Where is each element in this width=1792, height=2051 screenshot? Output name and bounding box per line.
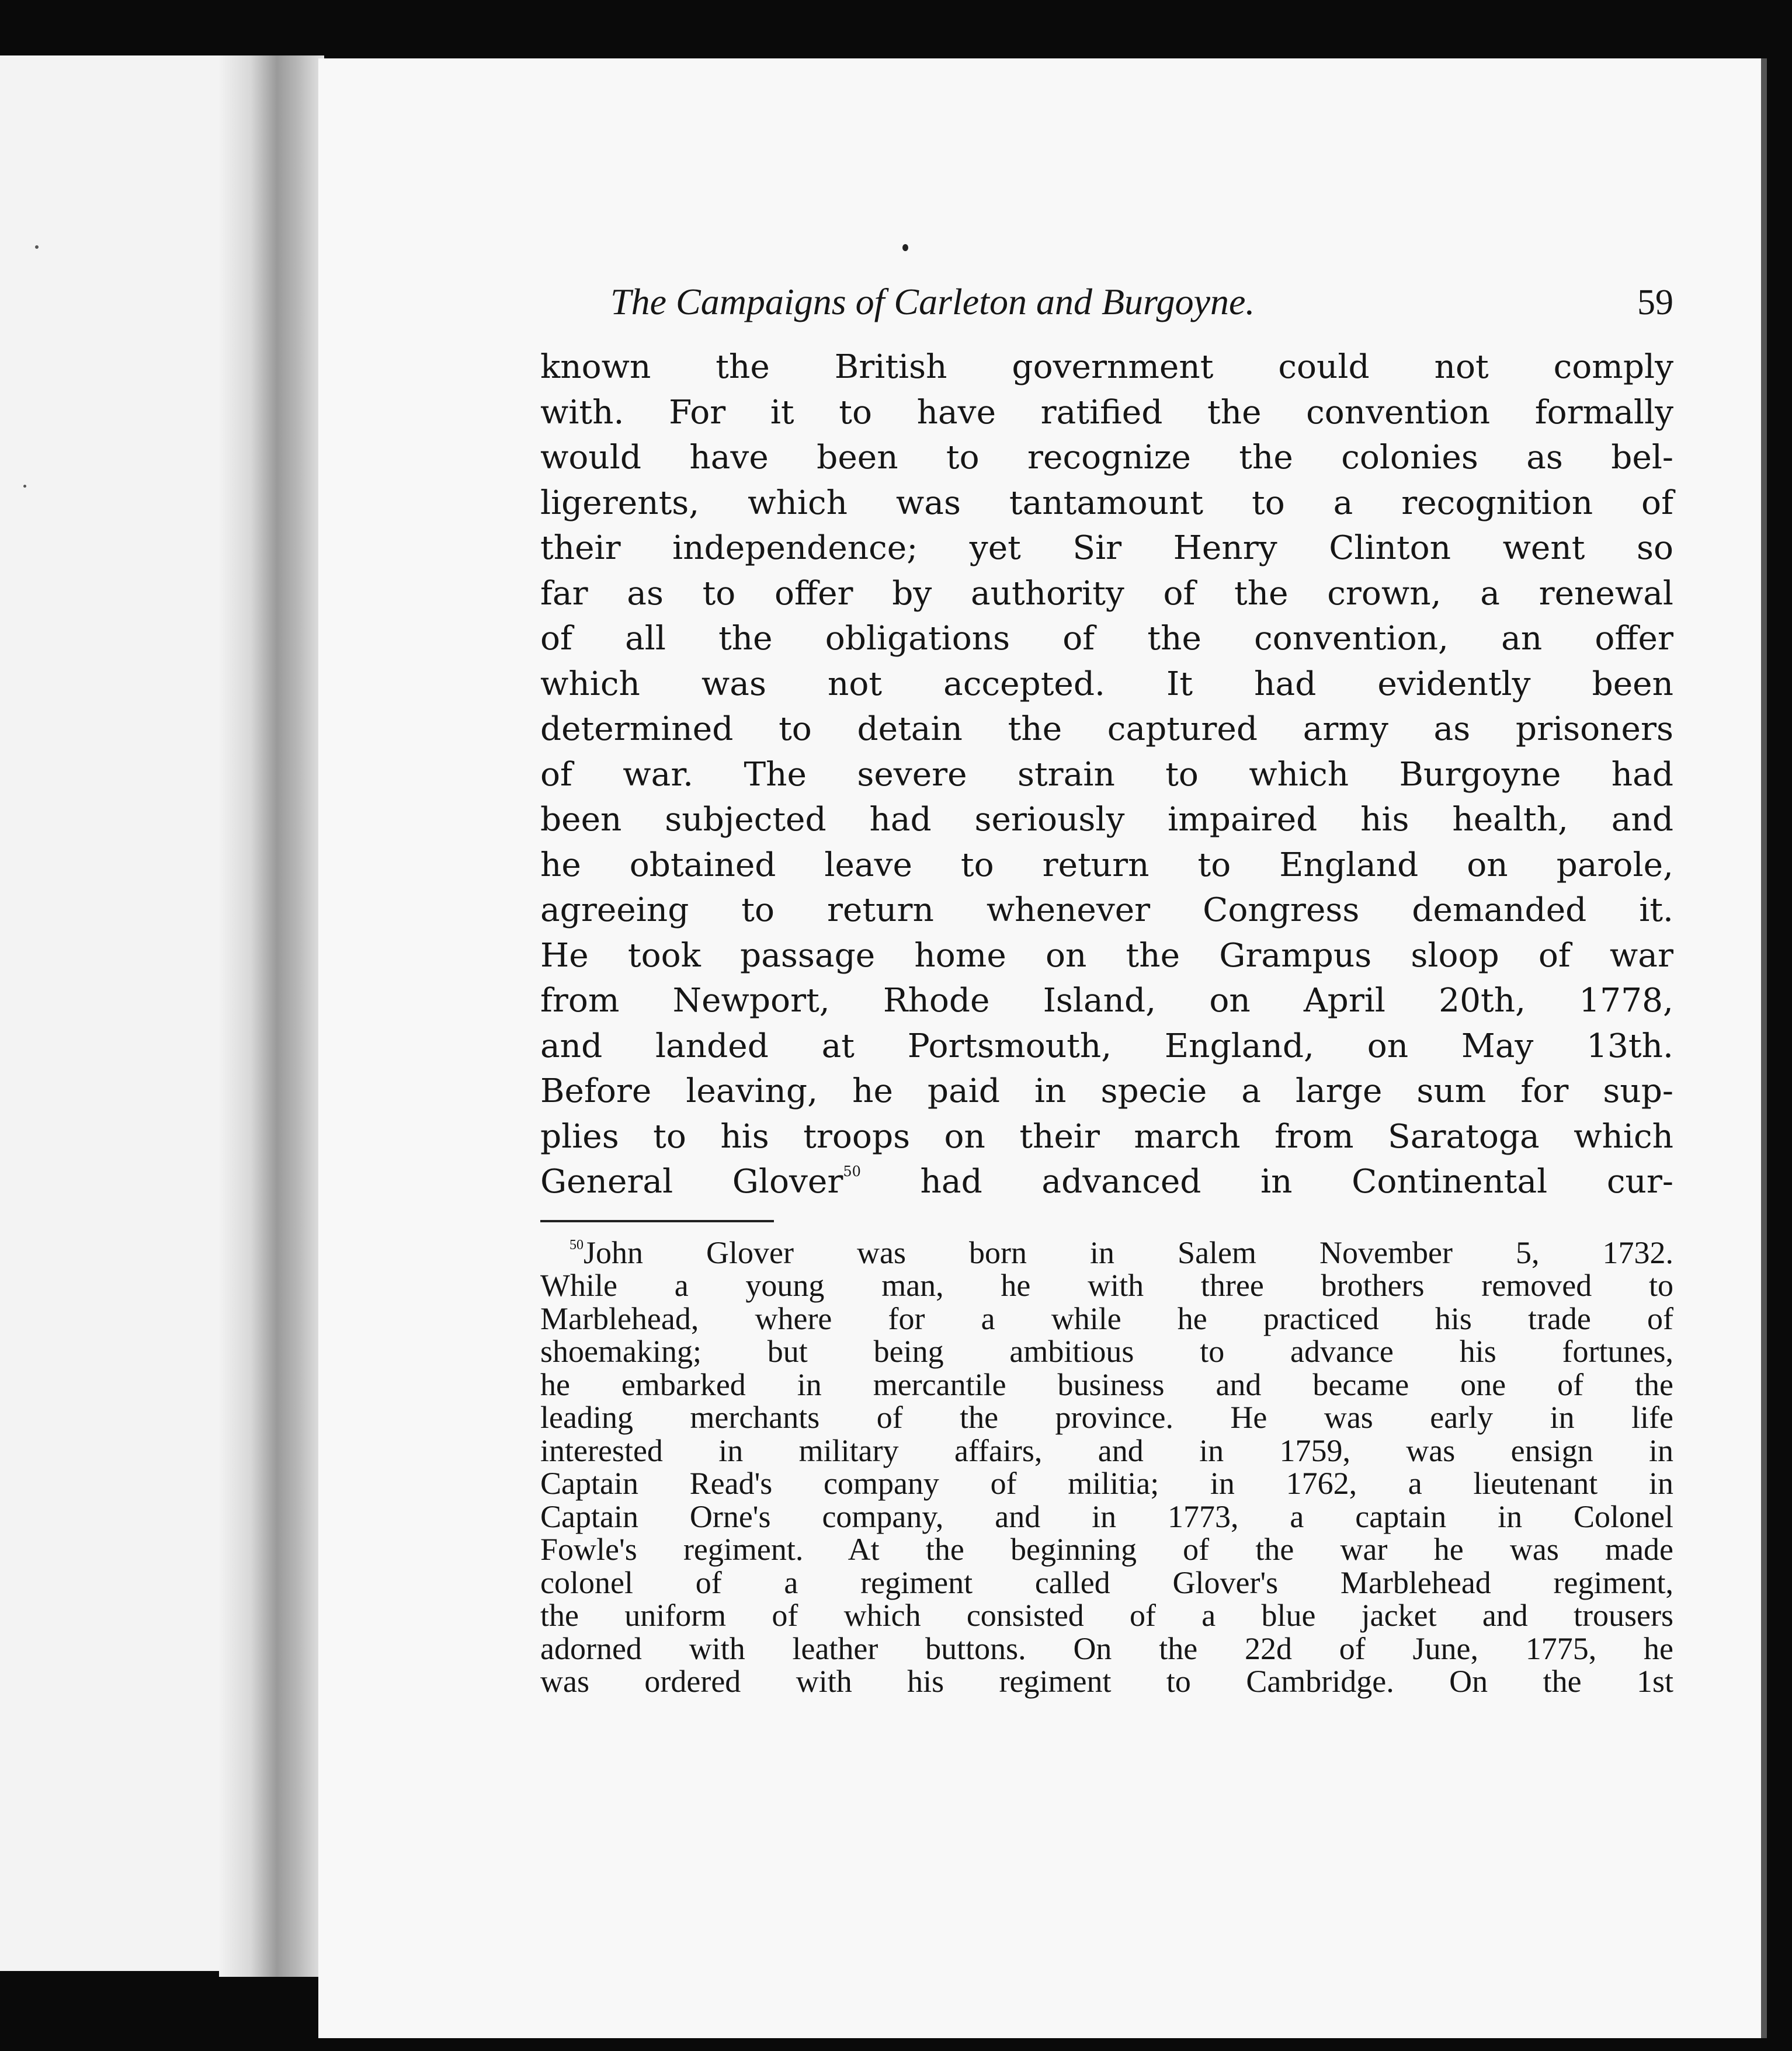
body-text xyxy=(540,345,1673,1205)
body-line: determined to detain the captured army as prisoners xyxy=(540,710,1673,748)
footnote xyxy=(540,1236,1673,1698)
body-line-last-end: had advanced in Continental cur- xyxy=(860,1163,1673,1201)
body-line: he obtained leave to return to England on parole, xyxy=(540,846,1673,884)
footnote-line: Captain Read's company of militia; in 1762, a lieutenant in xyxy=(540,1466,1673,1501)
body-line: ligerents, which was tantamount to a recognition of xyxy=(540,484,1673,522)
body-line: and landed at Portsmouth, England, on May 13th. xyxy=(540,1027,1673,1065)
body-line: Before leaving, he paid in specie a large sum for sup- xyxy=(540,1072,1673,1110)
running-header xyxy=(610,280,1673,345)
body-line: with. For it to have ratified the convention formally xyxy=(540,393,1673,432)
footnote-line: was ordered with his regiment to Cambridge. On the 1st xyxy=(540,1664,1673,1699)
scan-speck xyxy=(23,485,26,488)
scan-speck xyxy=(902,244,908,251)
running-title: The Campaigns of Carleton and Burgoyne. xyxy=(610,281,1255,322)
footnote-line: Captain Orne's company, and in 1773, a captain in Colonel xyxy=(540,1499,1673,1534)
book-gutter-shadow xyxy=(219,55,324,1977)
footnote-line: While a young man, he with three brothers removed to xyxy=(540,1268,1673,1303)
footnote-line: interested in military affairs, and in 1759, was ensign in xyxy=(540,1433,1673,1468)
footnote-line-text: John Glover was born in Salem November 5, 1732. xyxy=(584,1235,1673,1270)
footnote-line xyxy=(540,1236,1673,1270)
footnote-reference: 50 xyxy=(843,1163,861,1180)
footnote-divider xyxy=(540,1220,774,1222)
scan-speck xyxy=(35,245,39,249)
footnote-mark: 50 xyxy=(569,1237,584,1253)
body-line: from Newport, Rhode Island, on April 20th, 1778, xyxy=(540,982,1673,1020)
page-content xyxy=(540,280,1673,1698)
body-line-last-start: General Glover xyxy=(540,1163,843,1201)
footnote-line: Fowle's regiment. At the beginning of the war he was made xyxy=(540,1532,1673,1567)
footnote-line: Marblehead, where for a while he practiced his trade of xyxy=(540,1301,1673,1336)
body-line: of all the obligations of the convention, an offer xyxy=(540,620,1673,658)
body-line: been subjected had seriously impaired his health, and xyxy=(540,801,1673,839)
footnote-line: the uniform of which consisted of a blue jacket and trousers xyxy=(540,1598,1673,1633)
body-line: their independence; yet Sir Henry Clinton went so xyxy=(540,529,1673,567)
right-page xyxy=(318,58,1767,2038)
body-line: plies to his troops on their march from Saratoga which xyxy=(540,1117,1673,1156)
footnote-line: adorned with leather buttons. On the 22d of June, 1775, he xyxy=(540,1631,1673,1666)
footnote-line: colonel of a regiment called Glover's Marblehead regiment, xyxy=(540,1565,1673,1600)
page-number: 59 xyxy=(1637,283,1673,322)
footnote-line: leading merchants of the province. He was early in life xyxy=(540,1400,1673,1435)
body-line: which was not accepted. It had evidently been xyxy=(540,665,1673,703)
footnote-line: he embarked in mercantile business and became one of the xyxy=(540,1367,1673,1402)
body-line: would have been to recognize the colonies as bel- xyxy=(540,439,1673,477)
body-line: of war. The severe strain to which Burgoyne had xyxy=(540,755,1673,794)
body-line: far as to offer by authority of the crown, a renewal xyxy=(540,574,1673,613)
body-line: known the British government could not comply xyxy=(540,348,1673,386)
body-line-last xyxy=(540,1159,1673,1205)
body-line: He took passage home on the Grampus sloop of war xyxy=(540,936,1673,975)
body-line: agreeing to return whenever Congress demanded it. xyxy=(540,891,1673,929)
footnote-line: shoemaking; but being ambitious to advance his fortunes, xyxy=(540,1334,1673,1369)
